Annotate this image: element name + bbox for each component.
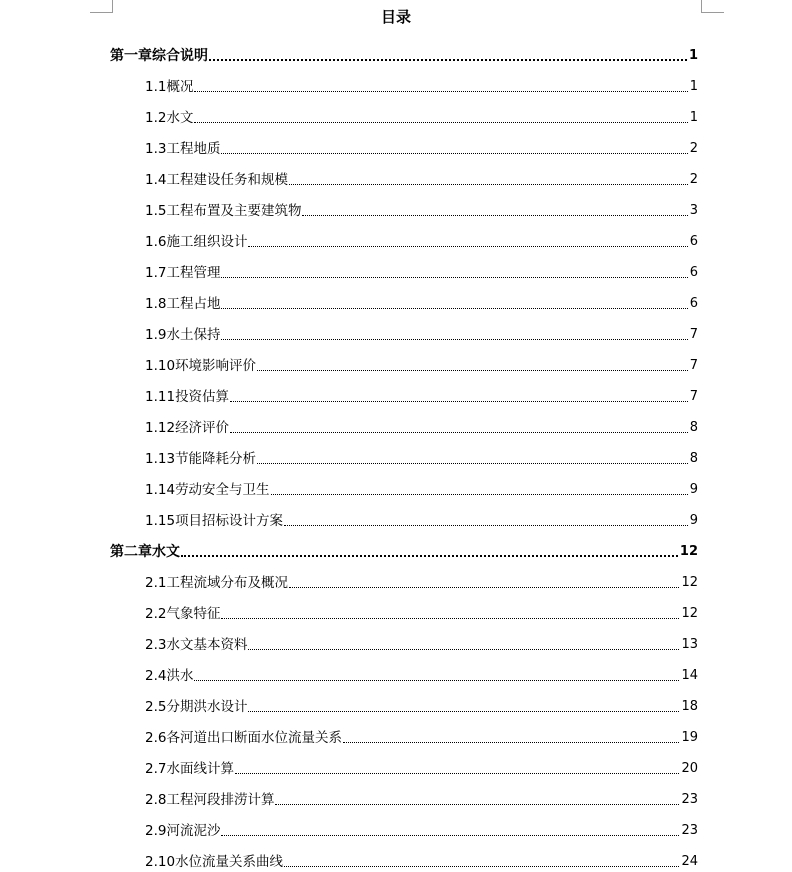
- toc-entry-label: 节能降耗分析: [175, 451, 257, 467]
- toc-page-number: 7: [689, 358, 698, 373]
- toc-section-entry[interactable]: [110, 406, 698, 437]
- toc-entry-label: 施工组织设计: [166, 234, 248, 250]
- toc-entry-number: 2.9: [145, 823, 167, 839]
- toc-section-entry[interactable]: [110, 561, 698, 592]
- toc-section-entry[interactable]: [110, 251, 698, 282]
- toc-page-number: 9: [689, 482, 698, 497]
- toc-entry-number: 2.4: [145, 668, 167, 684]
- toc-entry-label: 经济评价: [175, 420, 230, 436]
- dot-leader: [235, 773, 679, 774]
- dot-leader: [221, 339, 687, 340]
- toc-page-number: 3: [689, 203, 698, 218]
- toc-page-number: 23: [681, 792, 698, 807]
- dot-leader: [248, 246, 687, 247]
- toc-entry-number: 2.3: [145, 637, 167, 653]
- toc-section-entry[interactable]: [110, 716, 698, 747]
- toc-entry-label: 水位流量关系曲线: [175, 854, 284, 870]
- toc-entry-number: 1.12: [145, 420, 176, 436]
- toc-page-number: 2: [689, 172, 698, 187]
- toc-entry-label: 水土保持: [166, 327, 221, 343]
- toc-section-entry[interactable]: [110, 809, 698, 840]
- toc-chapter-entry[interactable]: [110, 34, 698, 65]
- toc-entry-number: 2.1: [145, 575, 167, 591]
- dot-leader: [209, 59, 687, 61]
- toc-entry-label: 环境影响评价: [175, 358, 257, 374]
- dot-leader: [302, 215, 687, 216]
- toc-page-number: 14: [681, 668, 698, 683]
- toc-entry-label: 工程地质: [166, 141, 221, 157]
- toc-entry-number: 1.3: [145, 141, 167, 157]
- toc-section-entry[interactable]: [110, 282, 698, 313]
- toc-page-number: 12: [679, 544, 698, 559]
- toc-page-number: 13: [681, 637, 698, 652]
- toc-page-number: 19: [681, 730, 698, 745]
- toc-entry-label: 各河道出口断面水位流量关系: [166, 730, 342, 746]
- dot-leader: [221, 835, 679, 836]
- toc-page-number: 1: [689, 79, 698, 94]
- toc-entry-number: 2.7: [145, 761, 167, 777]
- toc-entry-label: 项目招标设计方案: [175, 513, 284, 529]
- toc-section-entry[interactable]: [110, 592, 698, 623]
- dot-leader: [257, 463, 688, 464]
- toc-section-entry[interactable]: [110, 468, 698, 499]
- toc-entry-label: 工程管理: [166, 265, 221, 281]
- toc-entry-number: 1.9: [145, 327, 167, 343]
- toc-entry-label: 第一章综合说明: [110, 48, 208, 64]
- toc-section-entry[interactable]: [110, 158, 698, 189]
- dot-leader: [194, 680, 679, 681]
- toc-page-number: 24: [681, 854, 698, 869]
- dot-leader: [289, 587, 679, 588]
- toc-page-number: 12: [681, 606, 698, 621]
- dot-leader: [284, 525, 688, 526]
- toc-entry-label: 第二章水文: [110, 544, 180, 560]
- dot-leader: [221, 153, 687, 154]
- toc-page-number: 8: [689, 451, 698, 466]
- toc-entry-label: 水文: [166, 110, 194, 126]
- toc-page-number: 20: [681, 761, 698, 776]
- dot-leader: [343, 742, 679, 743]
- toc-entry-number: 1.15: [145, 513, 176, 529]
- toc-page-number: 2: [689, 141, 698, 156]
- dot-leader: [221, 618, 679, 619]
- toc-entry-label: 工程河段排涝计算: [166, 792, 275, 808]
- toc-entry-label: 水文基本资料: [166, 637, 248, 653]
- toc-entry-number: 2.8: [145, 792, 167, 808]
- dot-leader: [289, 184, 688, 185]
- toc-page-number: 1: [688, 48, 698, 63]
- toc-chapter-entry[interactable]: [110, 530, 698, 561]
- toc-entry-number: 2.5: [145, 699, 167, 715]
- dot-leader: [271, 494, 688, 495]
- toc-entry-label: 概况: [166, 79, 194, 95]
- toc-entry-number: 2.10: [145, 854, 176, 870]
- toc-page-number: 7: [689, 389, 698, 404]
- toc-entry-label: 工程流域分布及概况: [166, 575, 288, 591]
- toc-section-entry[interactable]: [110, 747, 698, 778]
- toc-page-number: 6: [689, 234, 698, 249]
- toc-entry-number: 1.14: [145, 482, 176, 498]
- dot-leader: [248, 649, 679, 650]
- toc-entry-label: 河流泥沙: [166, 823, 221, 839]
- toc-entry-number: 1.1: [145, 79, 167, 95]
- toc-entry-number: 1.5: [145, 203, 167, 219]
- toc-section-entry[interactable]: [110, 189, 698, 220]
- toc-section-entry[interactable]: [110, 344, 698, 375]
- toc-section-entry[interactable]: [110, 778, 698, 809]
- toc-entry-number: 1.4: [145, 172, 167, 188]
- dot-leader: [230, 401, 688, 402]
- dot-leader: [181, 555, 678, 557]
- toc-entry-number: 1.8: [145, 296, 167, 312]
- toc-section-entry[interactable]: [110, 685, 698, 716]
- toc-title: 目录: [380, 8, 411, 26]
- toc-page-number: 18: [681, 699, 698, 714]
- toc-entry-label: 工程占地: [166, 296, 221, 312]
- toc-entry-number: 2.2: [145, 606, 167, 622]
- toc-entry-label: 气象特征: [166, 606, 221, 622]
- toc-section-entry[interactable]: [110, 65, 698, 96]
- toc-page-number: 8: [689, 420, 698, 435]
- toc-section-entry[interactable]: [110, 313, 698, 344]
- toc-page-number: 6: [689, 296, 698, 311]
- dot-leader: [194, 122, 687, 123]
- toc-entry-number: 1.6: [145, 234, 167, 250]
- toc-section-entry[interactable]: [110, 499, 698, 530]
- toc-section-entry[interactable]: [110, 375, 698, 406]
- toc-page-number: 9: [689, 513, 698, 528]
- toc-section-entry[interactable]: [110, 127, 698, 158]
- dot-leader: [275, 804, 679, 805]
- toc-page-number: 6: [689, 265, 698, 280]
- dot-leader: [230, 432, 688, 433]
- toc-entry-label: 投资估算: [175, 389, 230, 405]
- toc-entry-label: 洪水: [166, 668, 194, 684]
- toc-entry-number: 1.2: [145, 110, 167, 126]
- toc-entry-number: 1.13: [145, 451, 176, 467]
- toc-entry-label: 工程建设任务和规模: [166, 172, 288, 188]
- toc-page-number: 23: [681, 823, 698, 838]
- toc-section-entry[interactable]: [110, 840, 698, 871]
- toc-section-entry[interactable]: [110, 437, 698, 468]
- dot-leader: [257, 370, 688, 371]
- toc-section-entry[interactable]: [110, 220, 698, 251]
- dot-leader: [284, 866, 679, 867]
- toc-entry-label: 水面线计算: [166, 761, 234, 777]
- dot-leader: [221, 277, 687, 278]
- toc-page-number: 7: [689, 327, 698, 342]
- table-of-contents: [110, 34, 698, 871]
- toc-entry-number: 2.6: [145, 730, 167, 746]
- toc-section-entry[interactable]: [110, 654, 698, 685]
- toc-page-number: 1: [689, 110, 698, 125]
- toc-entry-number: 1.10: [145, 358, 176, 374]
- toc-entry-label: 劳动安全与卫生: [175, 482, 270, 498]
- toc-page-number: 12: [681, 575, 698, 590]
- toc-entry-label: 分期洪水设计: [166, 699, 248, 715]
- dot-leader: [221, 308, 687, 309]
- toc-entry-number: 1.7: [145, 265, 167, 281]
- dot-leader: [194, 91, 687, 92]
- toc-entry-label: 工程布置及主要建筑物: [166, 203, 302, 219]
- toc-entry-number: 1.11: [145, 389, 176, 405]
- toc-section-entry[interactable]: [110, 96, 698, 127]
- dot-leader: [248, 711, 679, 712]
- toc-section-entry[interactable]: [110, 623, 698, 654]
